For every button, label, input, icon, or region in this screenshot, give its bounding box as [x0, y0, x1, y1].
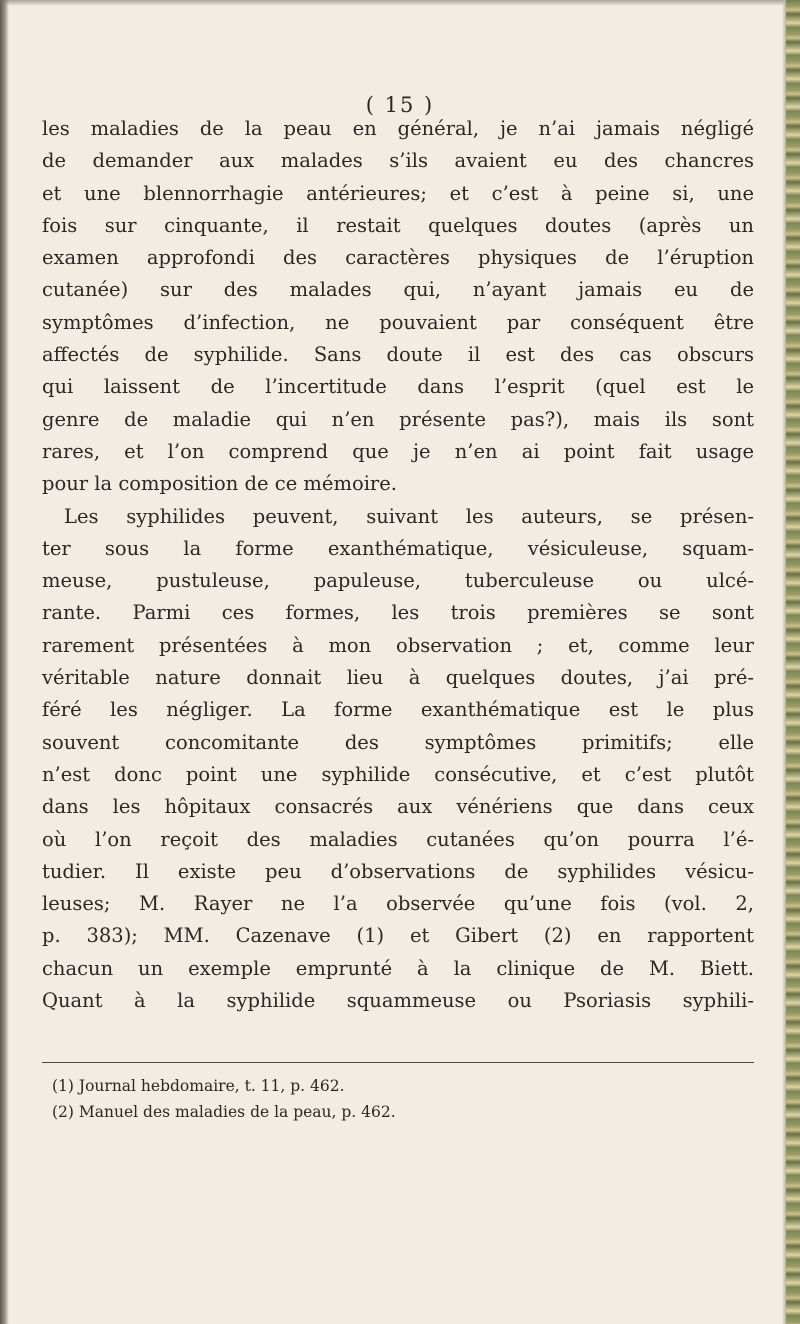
footnote: (1) Journal hebdomaire, t. 11, p. 462. [52, 1077, 345, 1095]
text-line: de demander aux malades s’ils avaient eu des chancres [42, 149, 754, 173]
text-line: tudier. Il existe peu d’observations de syphilides vésicu- [42, 859, 754, 883]
page-top-shadow [0, 0, 800, 6]
text-line: féré les négliger. La forme exanthématique est le plus [42, 698, 754, 722]
text-line: ter sous la forme exanthématique, vésiculeuse, squam- [42, 536, 754, 560]
text-line: meuse, pustuleuse, papuleuse, tuberculeuse ou ulcé- [42, 569, 754, 593]
text-line: fois sur cinquante, il restait quelques doutes (après un [42, 213, 754, 237]
text-line: chacun un exemple emprunté à la clinique de M. Biett. [42, 956, 754, 980]
text-line: pour la composition de ce mémoire. [42, 472, 397, 496]
text-line: les maladies de la peau en général, je n’ai jamais négligé [42, 117, 754, 140]
page-number: ( 15 ) [365, 93, 435, 117]
main-text [42, 113, 754, 1017]
text-line: dans les hôpitaux consacrés aux vénériens que dans ceux [42, 795, 754, 819]
text-line: Quant à la syphilide squammeuse ou Psoriasis syphili- [42, 989, 754, 1013]
text-line: où l’on reçoit des maladies cutanées qu’on pourra l’é- [42, 827, 754, 851]
text-line: souvent concomitante des symptômes primitifs; elle [42, 730, 754, 754]
text-line: symptômes d’infection, ne pouvaient par conséquent être [42, 310, 754, 334]
text-line: n’est donc point une syphilide consécutive, et c’est plutôt [42, 762, 754, 786]
text-line: et une blennorrhagie antérieures; et c’est à peine si, une [42, 181, 754, 205]
text-line: affectés de syphilide. Sans doute il est des cas obscurs [42, 343, 754, 367]
text-line: rante. Parmi ces formes, les trois premières se sont [42, 601, 754, 625]
text-line: p. 383); MM. Cazenave (1) et Gibert (2) en rapportent [42, 924, 754, 948]
footnote: (2) Manuel des maladies de la peau, p. 462. [52, 1103, 396, 1121]
text-line: leuses; M. Rayer ne l’a observée qu’une fois (vol. 2, [42, 892, 754, 916]
text-line: cutanée) sur des malades qui, n’ayant jamais eu de [42, 278, 754, 302]
text-line: rarement présentées à mon observation ; et, comme leur [42, 633, 754, 657]
text-line: examen approfondi des caractères physiques de l’éruption [42, 246, 754, 270]
text-line: genre de maladie qui n’en présente pas?), mais ils sont [42, 407, 754, 431]
text-line: Les syphilides peuvent, suivant les auteurs, se présen- [64, 504, 754, 528]
book-edge-strip [786, 0, 800, 1324]
footnote-rule [42, 1062, 754, 1063]
text-line: qui laissent de l’incertitude dans l’esprit (quel est le [42, 375, 754, 399]
footnotes [52, 1073, 752, 1125]
page-gutter-shadow [0, 0, 9, 1324]
text-line: véritable nature donnait lieu à quelques doutes, j’ai pré- [42, 666, 754, 690]
text-line: rares, et l’on comprend que je n’en ai point fait usage [42, 439, 754, 463]
